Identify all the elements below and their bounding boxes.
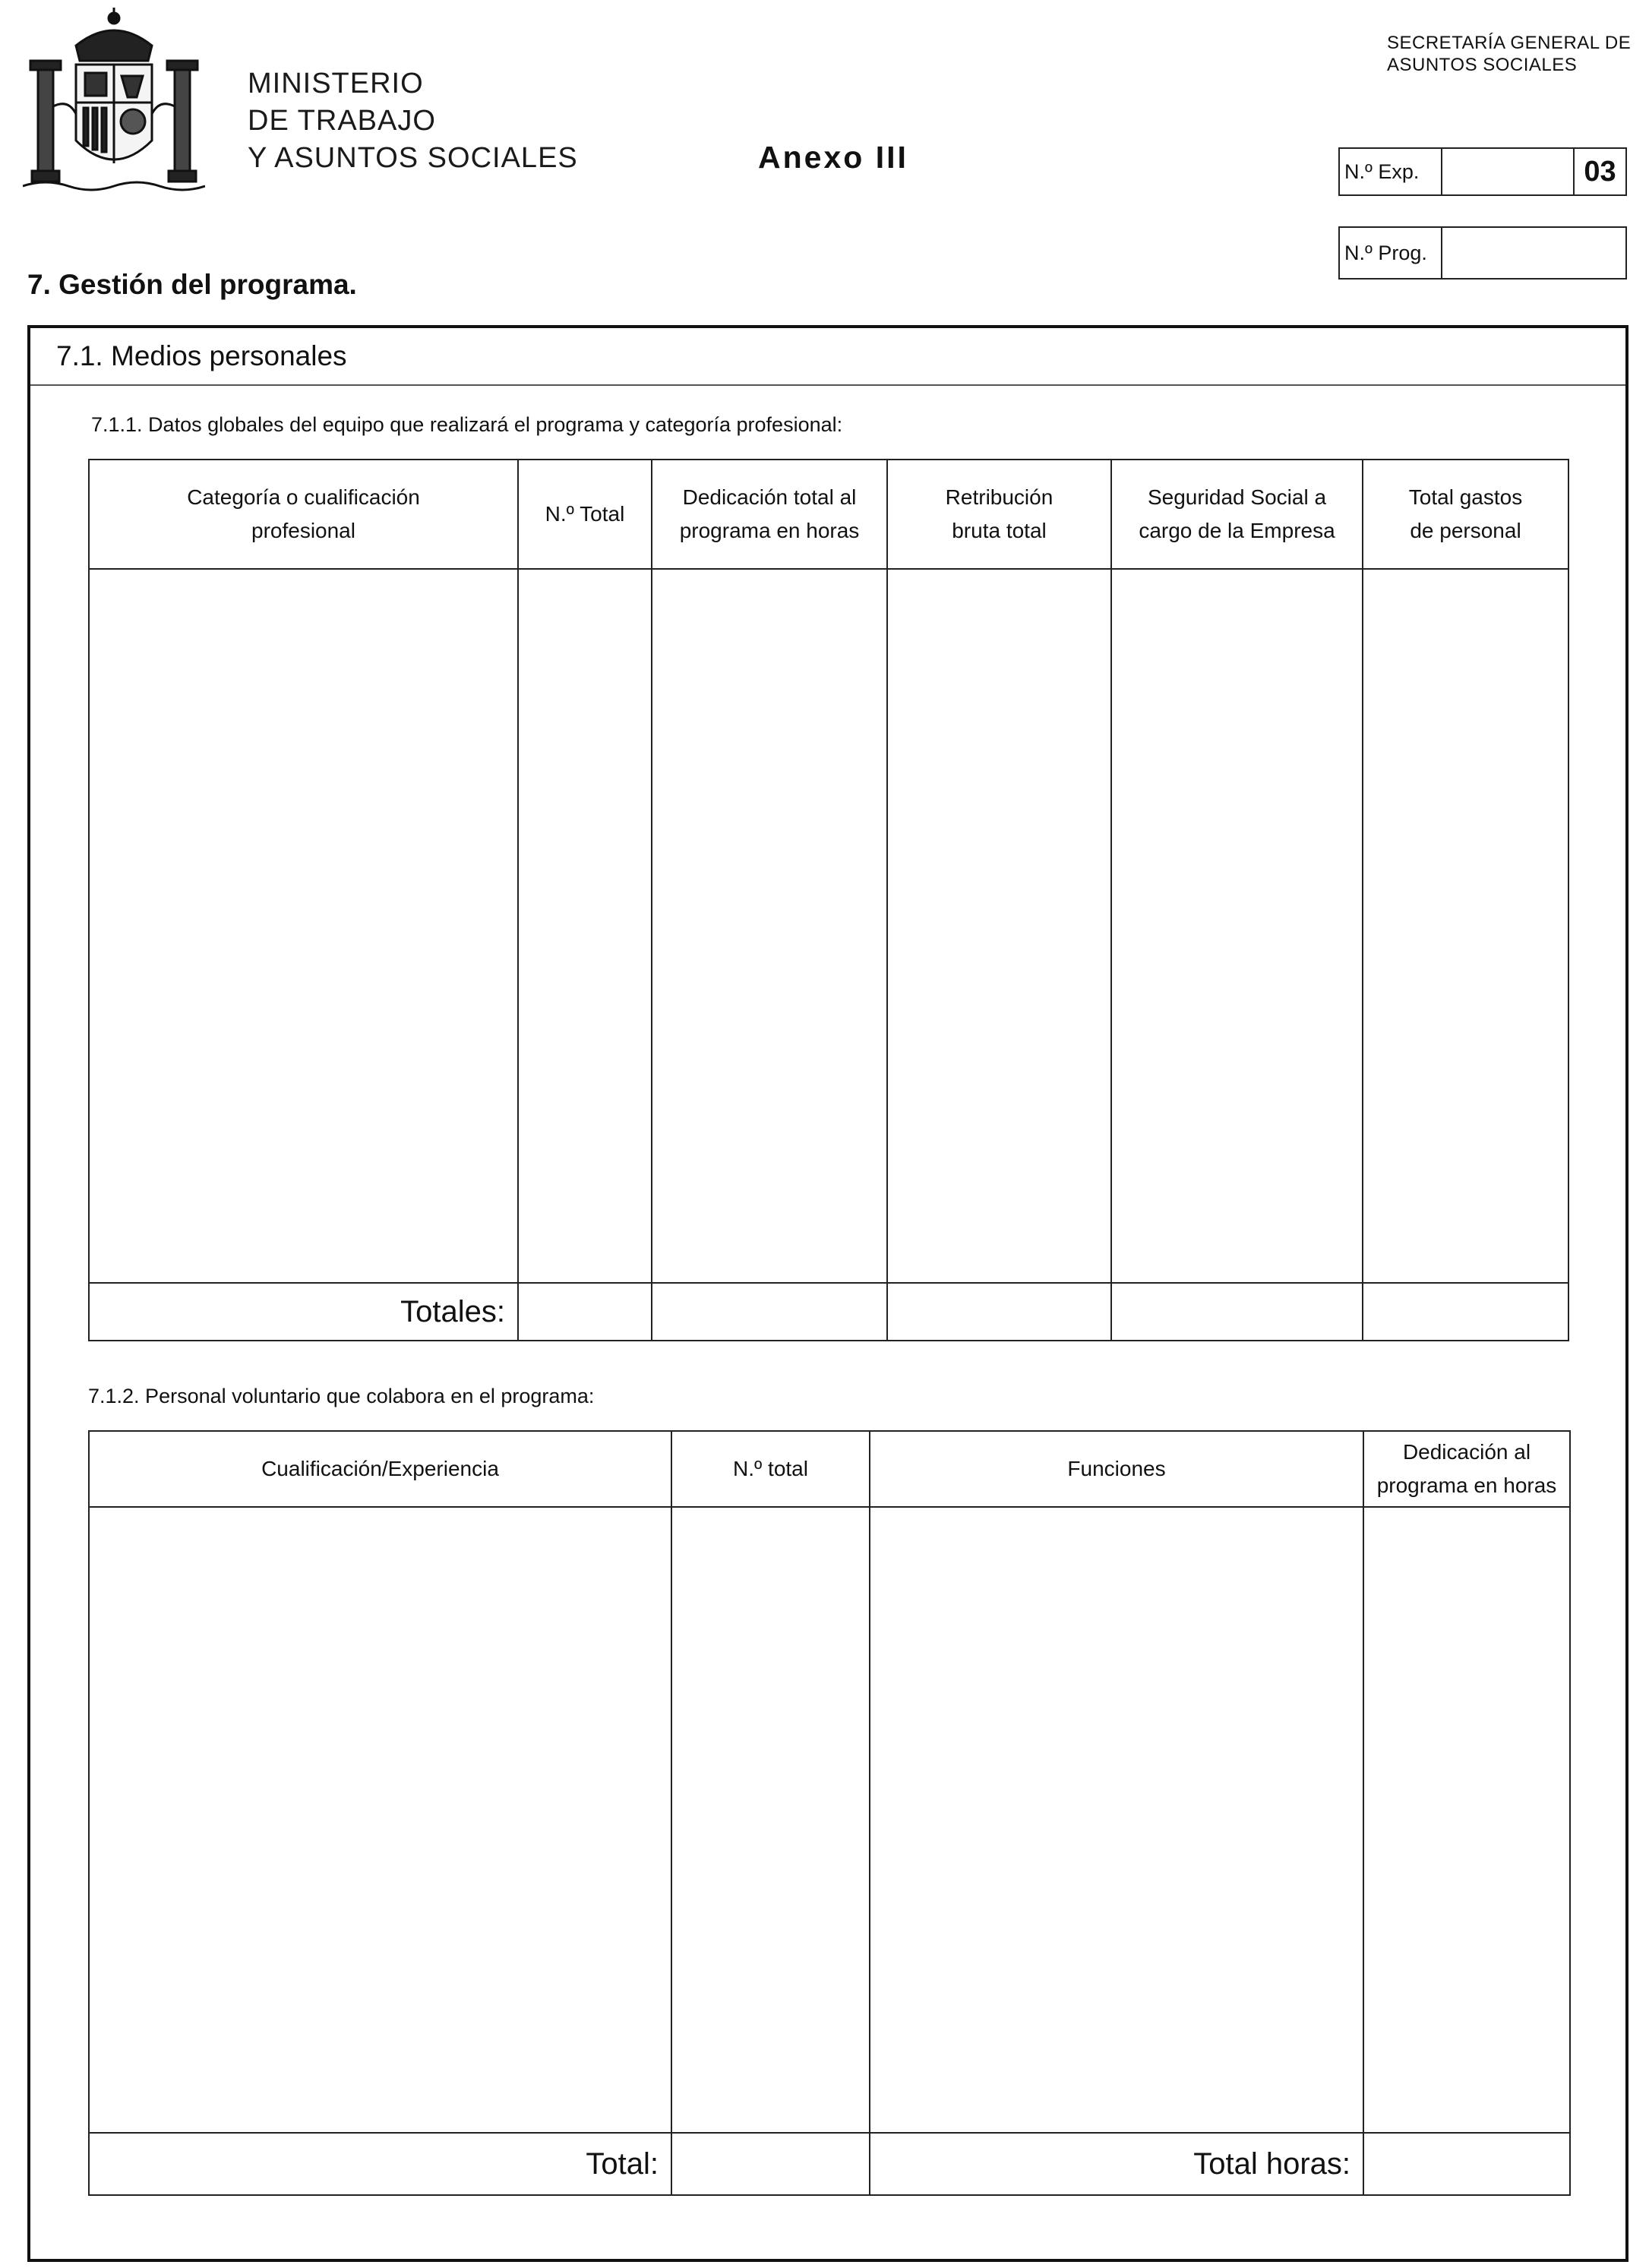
expedient-box xyxy=(1338,147,1627,196)
header-line: bruta total xyxy=(952,519,1047,542)
ministry-line: DE TRABAJO xyxy=(248,105,436,137)
secretaria-name xyxy=(1387,32,1631,76)
subsection-header xyxy=(30,328,1625,386)
total-cell-hours[interactable] xyxy=(1363,2133,1570,2195)
col-header-categoria xyxy=(89,460,518,569)
totals-row xyxy=(89,2133,1570,2195)
annex-title: Anexo III xyxy=(758,140,908,175)
ministry-line: Y ASUNTOS SOCIALES xyxy=(248,142,578,174)
total-cell-dedicacion[interactable] xyxy=(652,1283,887,1341)
entry-cell-categoria[interactable] xyxy=(89,569,518,1283)
header-line: Dedicación al xyxy=(1402,1440,1531,1464)
col-header-dedicacion xyxy=(1363,1431,1570,1507)
header-line: Funciones xyxy=(1067,1457,1166,1480)
exp-label: N.º Exp. xyxy=(1340,149,1442,194)
header-line: Dedicación total al xyxy=(682,485,857,509)
header-line: N.º total xyxy=(733,1457,808,1480)
ministry-line: MINISTERIO xyxy=(248,68,424,100)
entry-cell-seguridad-social[interactable] xyxy=(1111,569,1363,1283)
entry-cell-total-gastos[interactable] xyxy=(1363,569,1568,1283)
header-line: Cualificación/Experiencia xyxy=(261,1457,499,1480)
totals-label: Totales: xyxy=(89,1283,518,1341)
volunteer-table xyxy=(88,1430,1571,2196)
table2-caption: 7.1.2. Personal voluntario que colabora en el programa: xyxy=(88,1385,595,1407)
total-cell-retribucion[interactable] xyxy=(887,1283,1111,1341)
header-line: Total gastos xyxy=(1408,485,1523,509)
ministry-name xyxy=(248,65,578,177)
prog-label: N.º Prog. xyxy=(1340,228,1442,278)
total-label: Total: xyxy=(89,2133,671,2195)
table-row xyxy=(89,569,1568,1283)
coat-of-arms-icon xyxy=(23,8,205,197)
total-cell-seguridad-social[interactable] xyxy=(1111,1283,1363,1341)
header-line: Retribución xyxy=(945,485,1054,509)
secretaria-line: SECRETARÍA GENERAL DE xyxy=(1387,33,1632,53)
entry-cell-funciones[interactable] xyxy=(870,1507,1363,2133)
header-line: cargo de la Empresa xyxy=(1139,519,1335,542)
total-hours-label: Total horas: xyxy=(870,2133,1363,2195)
staff-table xyxy=(88,459,1569,1341)
entry-cell-dedicacion[interactable] xyxy=(1363,1507,1570,2133)
header-line: Categoría o cualificación xyxy=(187,485,420,509)
col-header-total-gastos xyxy=(1363,460,1568,569)
table-row xyxy=(89,1507,1570,2133)
table1-caption: 7.1.1. Datos globales del equipo que realizará el programa y categoría profesional: xyxy=(91,413,843,436)
col-header-dedicacion xyxy=(652,460,887,569)
col-header-cualificacion xyxy=(89,1431,671,1507)
entry-cell-cualificacion[interactable] xyxy=(89,1507,671,2133)
total-cell-n-total[interactable] xyxy=(671,2133,870,2195)
col-header-retribucion xyxy=(887,460,1111,569)
totals-row xyxy=(89,1283,1568,1341)
header-line: programa en horas xyxy=(679,519,860,542)
header-line: programa en horas xyxy=(1376,1474,1557,1497)
entry-cell-retribucion[interactable] xyxy=(887,569,1111,1283)
total-cell-total-gastos[interactable] xyxy=(1363,1283,1568,1341)
header-line: de personal xyxy=(1410,519,1521,542)
header-line: N.º Total xyxy=(545,502,625,526)
col-header-funciones xyxy=(870,1431,1363,1507)
section-title: 7. Gestión del programa. xyxy=(27,269,357,300)
subsection-title: 7.1. Medios personales xyxy=(56,340,347,371)
col-header-n-total xyxy=(518,460,652,569)
header-line: profesional xyxy=(251,519,355,542)
entry-cell-dedicacion[interactable] xyxy=(652,569,887,1283)
col-header-seguridad-social xyxy=(1111,460,1363,569)
total-cell-n-total[interactable] xyxy=(518,1283,652,1341)
program-box xyxy=(1338,226,1627,280)
secretaria-line: ASUNTOS SOCIALES xyxy=(1387,55,1578,75)
entry-cell-n-total[interactable] xyxy=(671,1507,870,2133)
exp-number: 03 xyxy=(1573,149,1625,194)
entry-cell-n-total[interactable] xyxy=(518,569,652,1283)
header-line: Seguridad Social a xyxy=(1147,485,1327,509)
col-header-n-total xyxy=(671,1431,870,1507)
